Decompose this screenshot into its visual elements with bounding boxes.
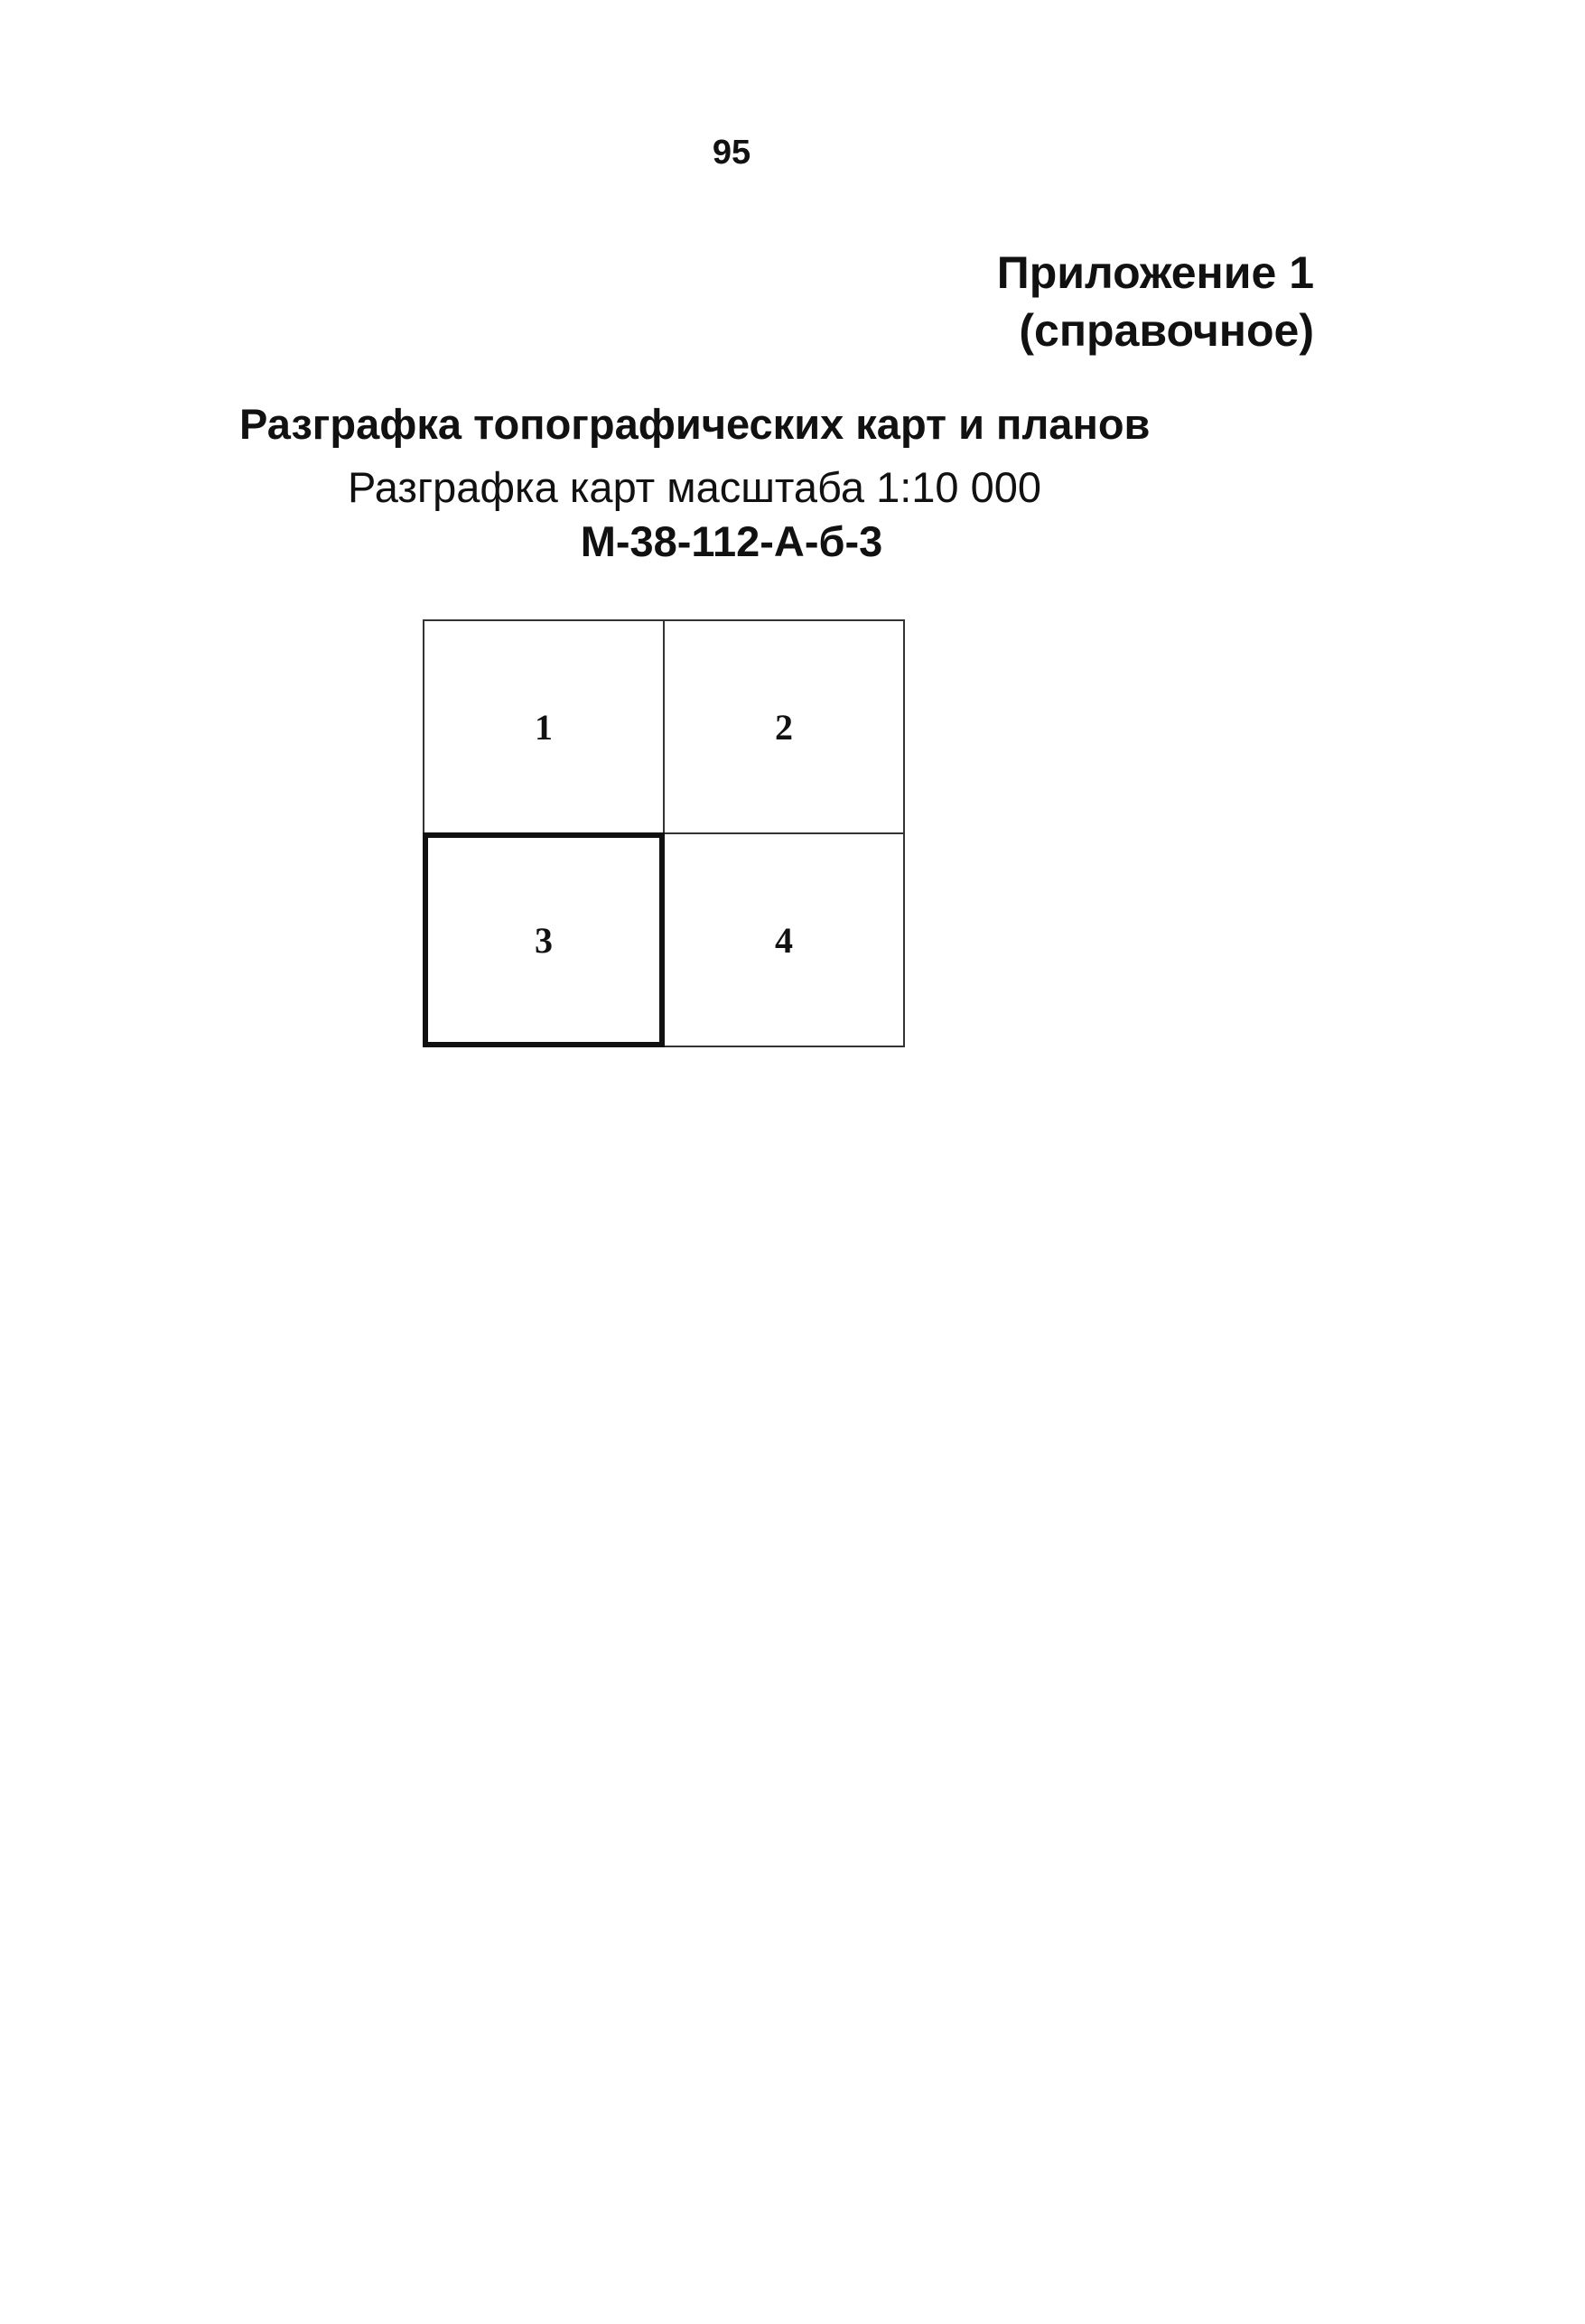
appendix-header	[997, 244, 1314, 359]
grid-cell-3-selected: 3	[423, 832, 665, 1047]
sheet-grid	[423, 619, 907, 1049]
scale-subtitle: Разграфка карт масштаба 1:10 000	[348, 463, 1042, 511]
appendix-note: (справочное)	[1019, 305, 1314, 356]
sheet-code: М-38-112-А-б-3	[580, 517, 883, 565]
appendix-title: Приложение 1	[996, 247, 1314, 298]
page-number: 95	[712, 134, 751, 172]
main-title: Разграфка топографических карт и планов	[239, 400, 1151, 448]
grid-cell-2: 2	[663, 619, 905, 834]
grid-cell-1: 1	[423, 619, 665, 834]
grid-cell-4: 4	[663, 832, 905, 1047]
